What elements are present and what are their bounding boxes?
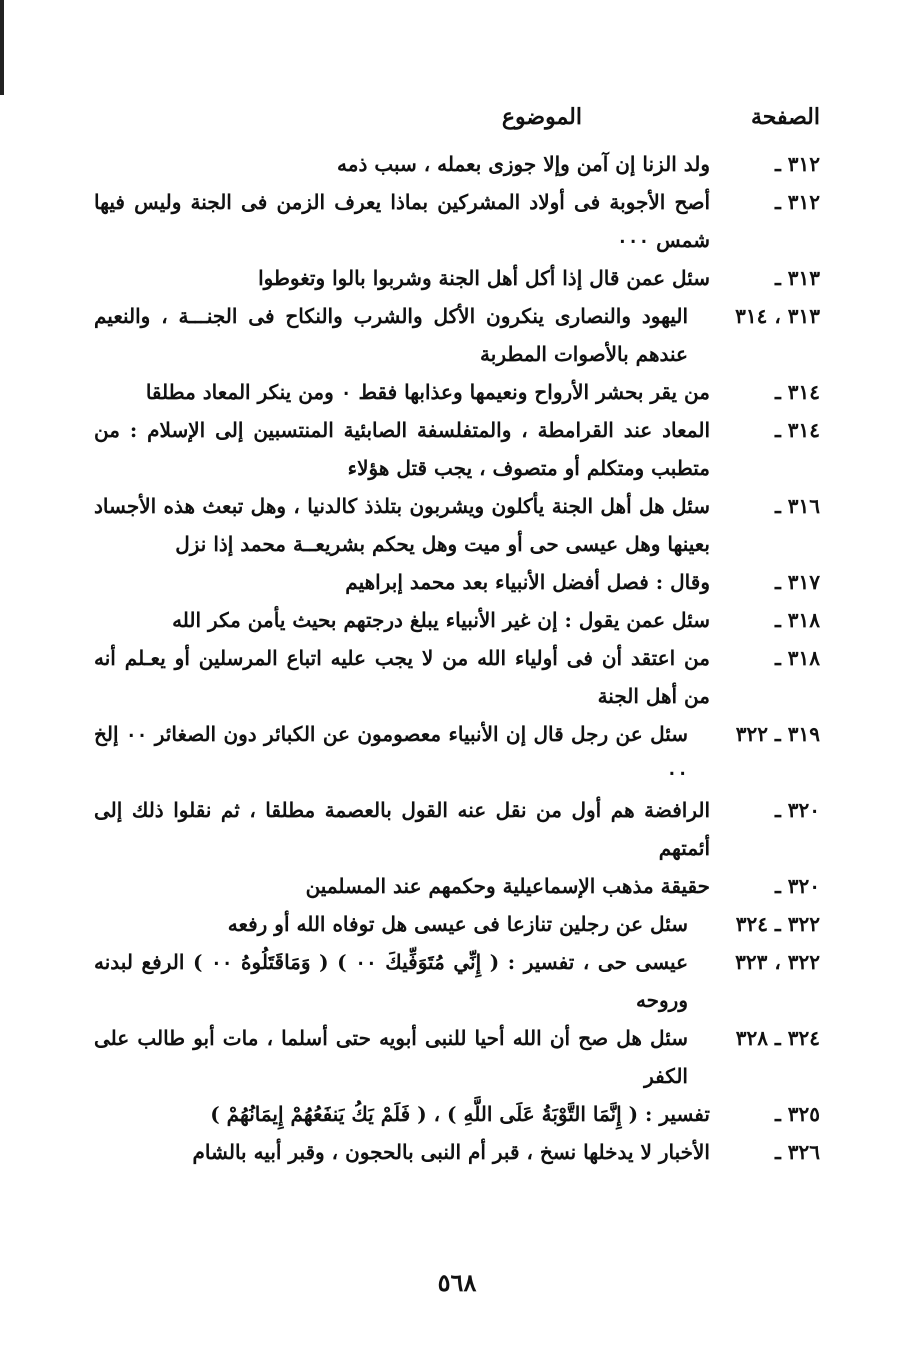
entry-page-ref: ٣٢٤ ـ ٣٢٨ xyxy=(735,1026,820,1050)
entry-page-ref: ٣١٢ ـ xyxy=(774,190,820,214)
index-entry xyxy=(94,563,820,601)
entry-topic: عيسى حى ، تفسير : ( إِنِّي مُتَوَفِّيكَ ٠٠ ) ( وَمَاقَتَلُوهُ ٠٠ ) الرفع لبدنه وروحه xyxy=(94,950,688,1012)
entry-topic: من يقر بحشر الأرواح ونعيمها وعذابها فقط ٠ ومن ينكر المعاد مطلقا xyxy=(145,380,710,404)
entry-page-ref: ٣١٦ ـ xyxy=(774,494,820,518)
index-entry xyxy=(94,145,820,183)
entry-topic: ولد الزنا إن آمن وإلا جوزى بعمله ، سبب ذمه xyxy=(337,152,710,176)
entry-page-ref: ٣١٩ ـ ٣٢٢ xyxy=(735,722,820,746)
scan-edge-mark xyxy=(0,0,4,95)
header-topic-column: الموضوع xyxy=(501,104,582,130)
index-entry xyxy=(94,639,820,715)
index-entry xyxy=(94,1095,820,1133)
index-entry xyxy=(94,867,820,905)
index-entry xyxy=(94,297,820,373)
entry-page-ref: ٣١٢ ـ xyxy=(774,152,820,176)
entry-topic: اليهود والنصارى ينكرون الأكل والشرب والنكاح فى الجنـــة ، والنعيم عندهم بالأصوات المطربة xyxy=(94,304,688,366)
index-entry xyxy=(94,1019,820,1095)
index-entry xyxy=(94,601,820,639)
entry-topic: سئل عمن قال إذا أكل أهل الجنة وشربوا بالوا وتغوطوا xyxy=(258,266,710,290)
entry-page-ref: ٣١٤ ـ xyxy=(774,380,820,404)
index-entries xyxy=(94,145,820,1171)
entry-topic: وقال : فصل أفضل الأنبياء بعد محمد إبراهيم xyxy=(345,570,710,594)
entry-topic: أصح الأجوبة فى أولاد المشركين بماذا يعرف الزمن فى الجنة وليس فيها شمس ٠٠٠ xyxy=(94,190,710,252)
entry-topic: تفسير : ( إِنَّمَا التَّوْبَةُ عَلَى اللَّهِ ) ، ( فَلَمْ يَكُ يَنفَعُهُمْ إِيمَانُهُمْ ) xyxy=(210,1102,710,1126)
entry-topic: سئل عن رجل قال إن الأنبياء معصومون عن الكبائر دون الصغائر ٠٠ إلخ ٠٠ xyxy=(94,722,689,784)
index-header xyxy=(94,100,820,136)
entry-topic: حقيقة مذهب الإسماعيلية وحكمهم عند المسلمين xyxy=(305,874,710,898)
entry-page-ref: ٣١٨ ـ xyxy=(774,646,820,670)
entry-topic: المعاد عند القرامطة ، والمتفلسفة الصابئية المنتسبين إلى الإسلام : من متطبب ومتكلم أو متصوف ، يجب قتل هؤلاء xyxy=(94,418,710,480)
entry-topic: سئل عمن يقول : إن غير الأنبياء يبلغ درجتهم بحيث يأمن مكر الله xyxy=(172,608,710,632)
index-entry xyxy=(94,259,820,297)
entry-topic: من اعتقد أن فى أولياء الله من لا يجب عليه اتباع المرسلين أو يعـلم أنه من أهل الجنة xyxy=(94,646,710,708)
index-entry xyxy=(94,1133,820,1171)
entry-page-ref: ٣١٣ ، ٣١٤ xyxy=(735,304,820,328)
entry-page-ref: ٣١٨ ـ xyxy=(774,608,820,632)
entry-topic: الرافضة هم أول من نقل عنه القول بالعصمة مطلقا ، ثم نقلوا ذلك إلى أئمتهم xyxy=(94,798,710,860)
entry-page-ref: ٣٢٥ ـ xyxy=(774,1102,820,1126)
entry-page-ref: ٣٢٢ ، ٣٢٣ xyxy=(735,950,820,974)
entry-page-ref: ٣١٣ ـ xyxy=(774,266,820,290)
entry-page-ref: ٣٢٢ ـ ٣٢٤ xyxy=(735,912,820,936)
entry-page-ref: ٣١٤ ـ xyxy=(774,418,820,442)
entry-topic: سئل هل صح أن الله أحيا للنبى أبويه حتى أسلما ، مات أبو طالب على الكفر xyxy=(94,1026,688,1088)
index-entry xyxy=(94,487,820,563)
index-entry xyxy=(94,183,820,259)
index-entry xyxy=(94,373,820,411)
page-number: ٥٦٨ xyxy=(437,1268,477,1297)
entry-page-ref: ٣٢٠ ـ xyxy=(774,874,820,898)
index-entry xyxy=(94,943,820,1019)
entry-topic: الأخبار لا يدخلها نسخ ، قبر أم النبى بالحجون ، وقبر أبيه بالشام xyxy=(192,1140,710,1164)
index-entry xyxy=(94,905,820,943)
entry-page-ref: ٣٢٦ ـ xyxy=(774,1140,820,1164)
entry-page-ref: ٣٢٠ ـ xyxy=(774,798,820,822)
index-entry xyxy=(94,411,820,487)
header-page-column: الصفحة xyxy=(750,104,820,130)
index-entry xyxy=(94,791,820,867)
entry-topic: سئل هل أهل الجنة يأكلون ويشربون بتلذذ كالدنيا ، وهل تبعث هذه الأجساد بعينها وهل عيسى حى أو ميت وهل يحكم بشريعــة محمد إذا نزل xyxy=(94,494,710,556)
entry-topic: سئل عن رجلين تنازعا فى عيسى هل توفاه الله أو رفعه xyxy=(227,912,688,936)
entry-page-ref: ٣١٧ ـ xyxy=(774,570,820,594)
index-entry xyxy=(94,715,820,791)
